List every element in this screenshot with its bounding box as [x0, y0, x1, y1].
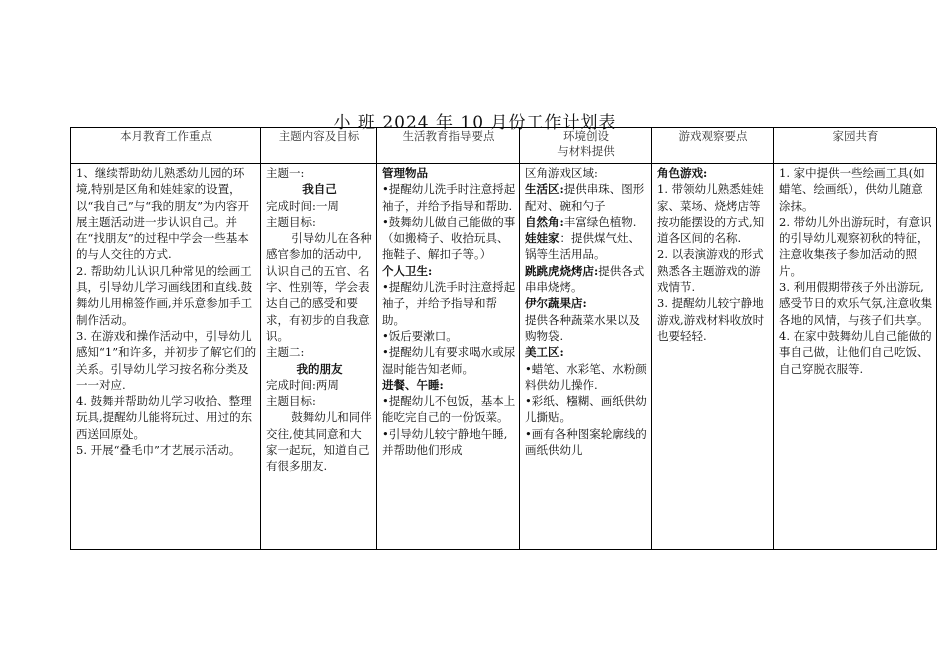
section-heading: 个人卫生:: [382, 263, 433, 278]
life-guidance-cell: [377, 165, 520, 550]
observation-item: 3. 提醒幼儿较宁静地游戏,游戏材料收放时也要轻轻.: [657, 296, 765, 343]
theme2-name: 我的朋友: [296, 361, 343, 376]
guidance-item: •提醒幼儿有要求喝水或尿湿时能告知老师。: [382, 345, 516, 376]
home-item: 2. 带幼儿外出游玩时，有意识的引导幼儿观察初秋的特征，注意收集孩子参加活动的照片。: [779, 214, 932, 278]
header-education-focus: 本月教育工作重点: [120, 129, 212, 143]
header-environment: [520, 128, 652, 163]
area-text: •彩纸、糨糊、画纸供幼儿撕贴。: [525, 394, 647, 425]
guidance-item: •饭后要漱口。: [382, 328, 458, 343]
page-title: 小 班 2024 年 10 月份工作计划表: [333, 113, 617, 133]
header-game-observation: 游戏观察要点: [678, 129, 748, 143]
guidance-item: •鼓舞幼儿做自己能做的事（如搬椅子、收拾玩具、拖鞋子、解扣子等。）: [382, 214, 516, 262]
theme2-goal-label: 主题目标:: [266, 394, 316, 409]
game-observation-cell: [652, 165, 774, 550]
area-item: [525, 181, 648, 214]
plan-table: [70, 127, 936, 550]
area-item: [525, 214, 648, 230]
section-heading: 角色游戏:: [657, 166, 708, 180]
guidance-item: •引导幼儿较宁静地午睡,并帮助他们形成: [382, 426, 508, 458]
header-life-guidance: 生活教育指导要点: [402, 129, 495, 143]
focus-item: 1、继续帮助幼儿熟悉幼儿园的环境,特别是区角和娃娃家的设置，以“我自己”与“我的朋友”为内容开展主题活动进一步认识自己。并在“找朋友”的过程中学会一些基本的与人交往的方式.: [76, 166, 250, 262]
area-item: [525, 263, 648, 296]
area-label: 自然角:: [525, 214, 564, 229]
theme1-goal-label: 主题目标:: [266, 214, 316, 229]
area-text: •画有各种图案轮廓线的画纸供幼儿: [525, 426, 647, 458]
theme2-label: 主题二:: [266, 345, 305, 360]
focus-item: 5. 开展“叠毛巾”才艺展示活动。: [76, 443, 241, 458]
theme2-goal: 鼓舞幼儿和同伴交往,使其同意和大家一起玩，知道自己有很多朋友.: [266, 410, 372, 474]
area-item: [525, 230, 648, 263]
area-text: 丰富绿色植物.: [563, 214, 637, 229]
guidance-item: •提醒幼儿洗手时注意捋起袖子，并给予指导和帮助.: [382, 182, 516, 213]
area-label: 生活区:: [525, 182, 564, 197]
area-label: 跳跳虎烧烤店:: [525, 263, 599, 278]
area-label: 美工区:: [525, 345, 564, 360]
home-school-cell: [774, 165, 937, 550]
section-heading: 进餐、午睡:: [382, 377, 444, 392]
header-theme-goals: 主题内容及目标: [278, 129, 360, 143]
area-label: 伊尔蔬果店:: [525, 296, 587, 311]
header-divider: [71, 163, 936, 164]
home-item: 3. 利用假期带孩子外出游玩,感受节日的欢乐气氛,注意收集各地的风情，与孩子们共享。: [779, 280, 933, 327]
observation-item: 2. 以表演游戏的形式熟悉各主题游戏的游戏情节.: [657, 247, 764, 295]
area-text: 提供各种蔬菜水果以及购物袋.: [525, 312, 640, 343]
theme1-label: 主题一:: [266, 166, 305, 180]
focus-item: 4. 鼓舞并帮助幼儿学习收拾、整理玩具,提醒幼儿能将玩过、用过的东西送回原处。: [76, 394, 253, 441]
guidance-item: •提醒幼儿洗手时注意捋起袖子，并给予指导和帮助。: [382, 280, 516, 327]
header-environment-line1: 环境创设: [563, 129, 609, 143]
guidance-item: •提醒幼儿不包饭，基本上能吃完自己的一份饭菜。: [382, 394, 516, 425]
observation-item: 1. 带领幼儿熟悉娃娃家、菜场、烧烤店等按功能摆设的方式,知道各区间的名称.: [657, 182, 765, 246]
theme2-time: 完成时间:两周: [266, 377, 339, 392]
theme1-name: 我自己: [302, 182, 337, 197]
area-text: •蜡笔、水彩笔、水粉颜料供幼儿操作.: [525, 361, 647, 392]
area-text: ：提供煤气灶、锅等生活用品。: [525, 231, 640, 262]
education-focus-cell: [71, 165, 261, 550]
area-text: 提供串珠、图形配对、碗和勺子: [525, 182, 645, 213]
area-text: 提供各式串串烧烤。: [525, 263, 645, 295]
section-heading: 管理物品: [382, 166, 428, 180]
theme1-goal: 引导幼儿在各种感官参加的活动中,认识自己的五官、名字、性别等，学会表达自己的感受和要求，有初步的自我意识。: [266, 231, 372, 343]
area-intro: 区角游戏区域:: [525, 166, 598, 180]
environment-cell: [520, 165, 652, 550]
area-label: 娃娃家: [525, 231, 560, 246]
home-item: 4. 在家中鼓舞幼儿自己能做的事自己做，让他们自己吃饭、自己穿脱衣服等.: [779, 328, 932, 376]
theme-goals-cell: [261, 165, 377, 550]
focus-item: 3. 在游戏和操作活动中，引导幼儿感知“1”和许多，并初步了解它们的关系。引导幼儿学习按名称分类及一一对应.: [76, 328, 257, 392]
theme1-time: 完成时间:一周: [266, 198, 339, 213]
home-item: 1. 家中提供一些绘画工具(如蜡笔、绘画纸），供幼儿随意涂抹。: [779, 166, 925, 213]
focus-item: 2. 帮助幼儿认识几种常见的绘画工具，引导幼儿学习画线团和直线.鼓舞幼儿用棉签作画,并乐意参加手工制作活动。: [76, 263, 253, 327]
header-home-school: 家园共育: [832, 129, 879, 143]
header-environment-line2: 与材料提供: [557, 144, 615, 158]
